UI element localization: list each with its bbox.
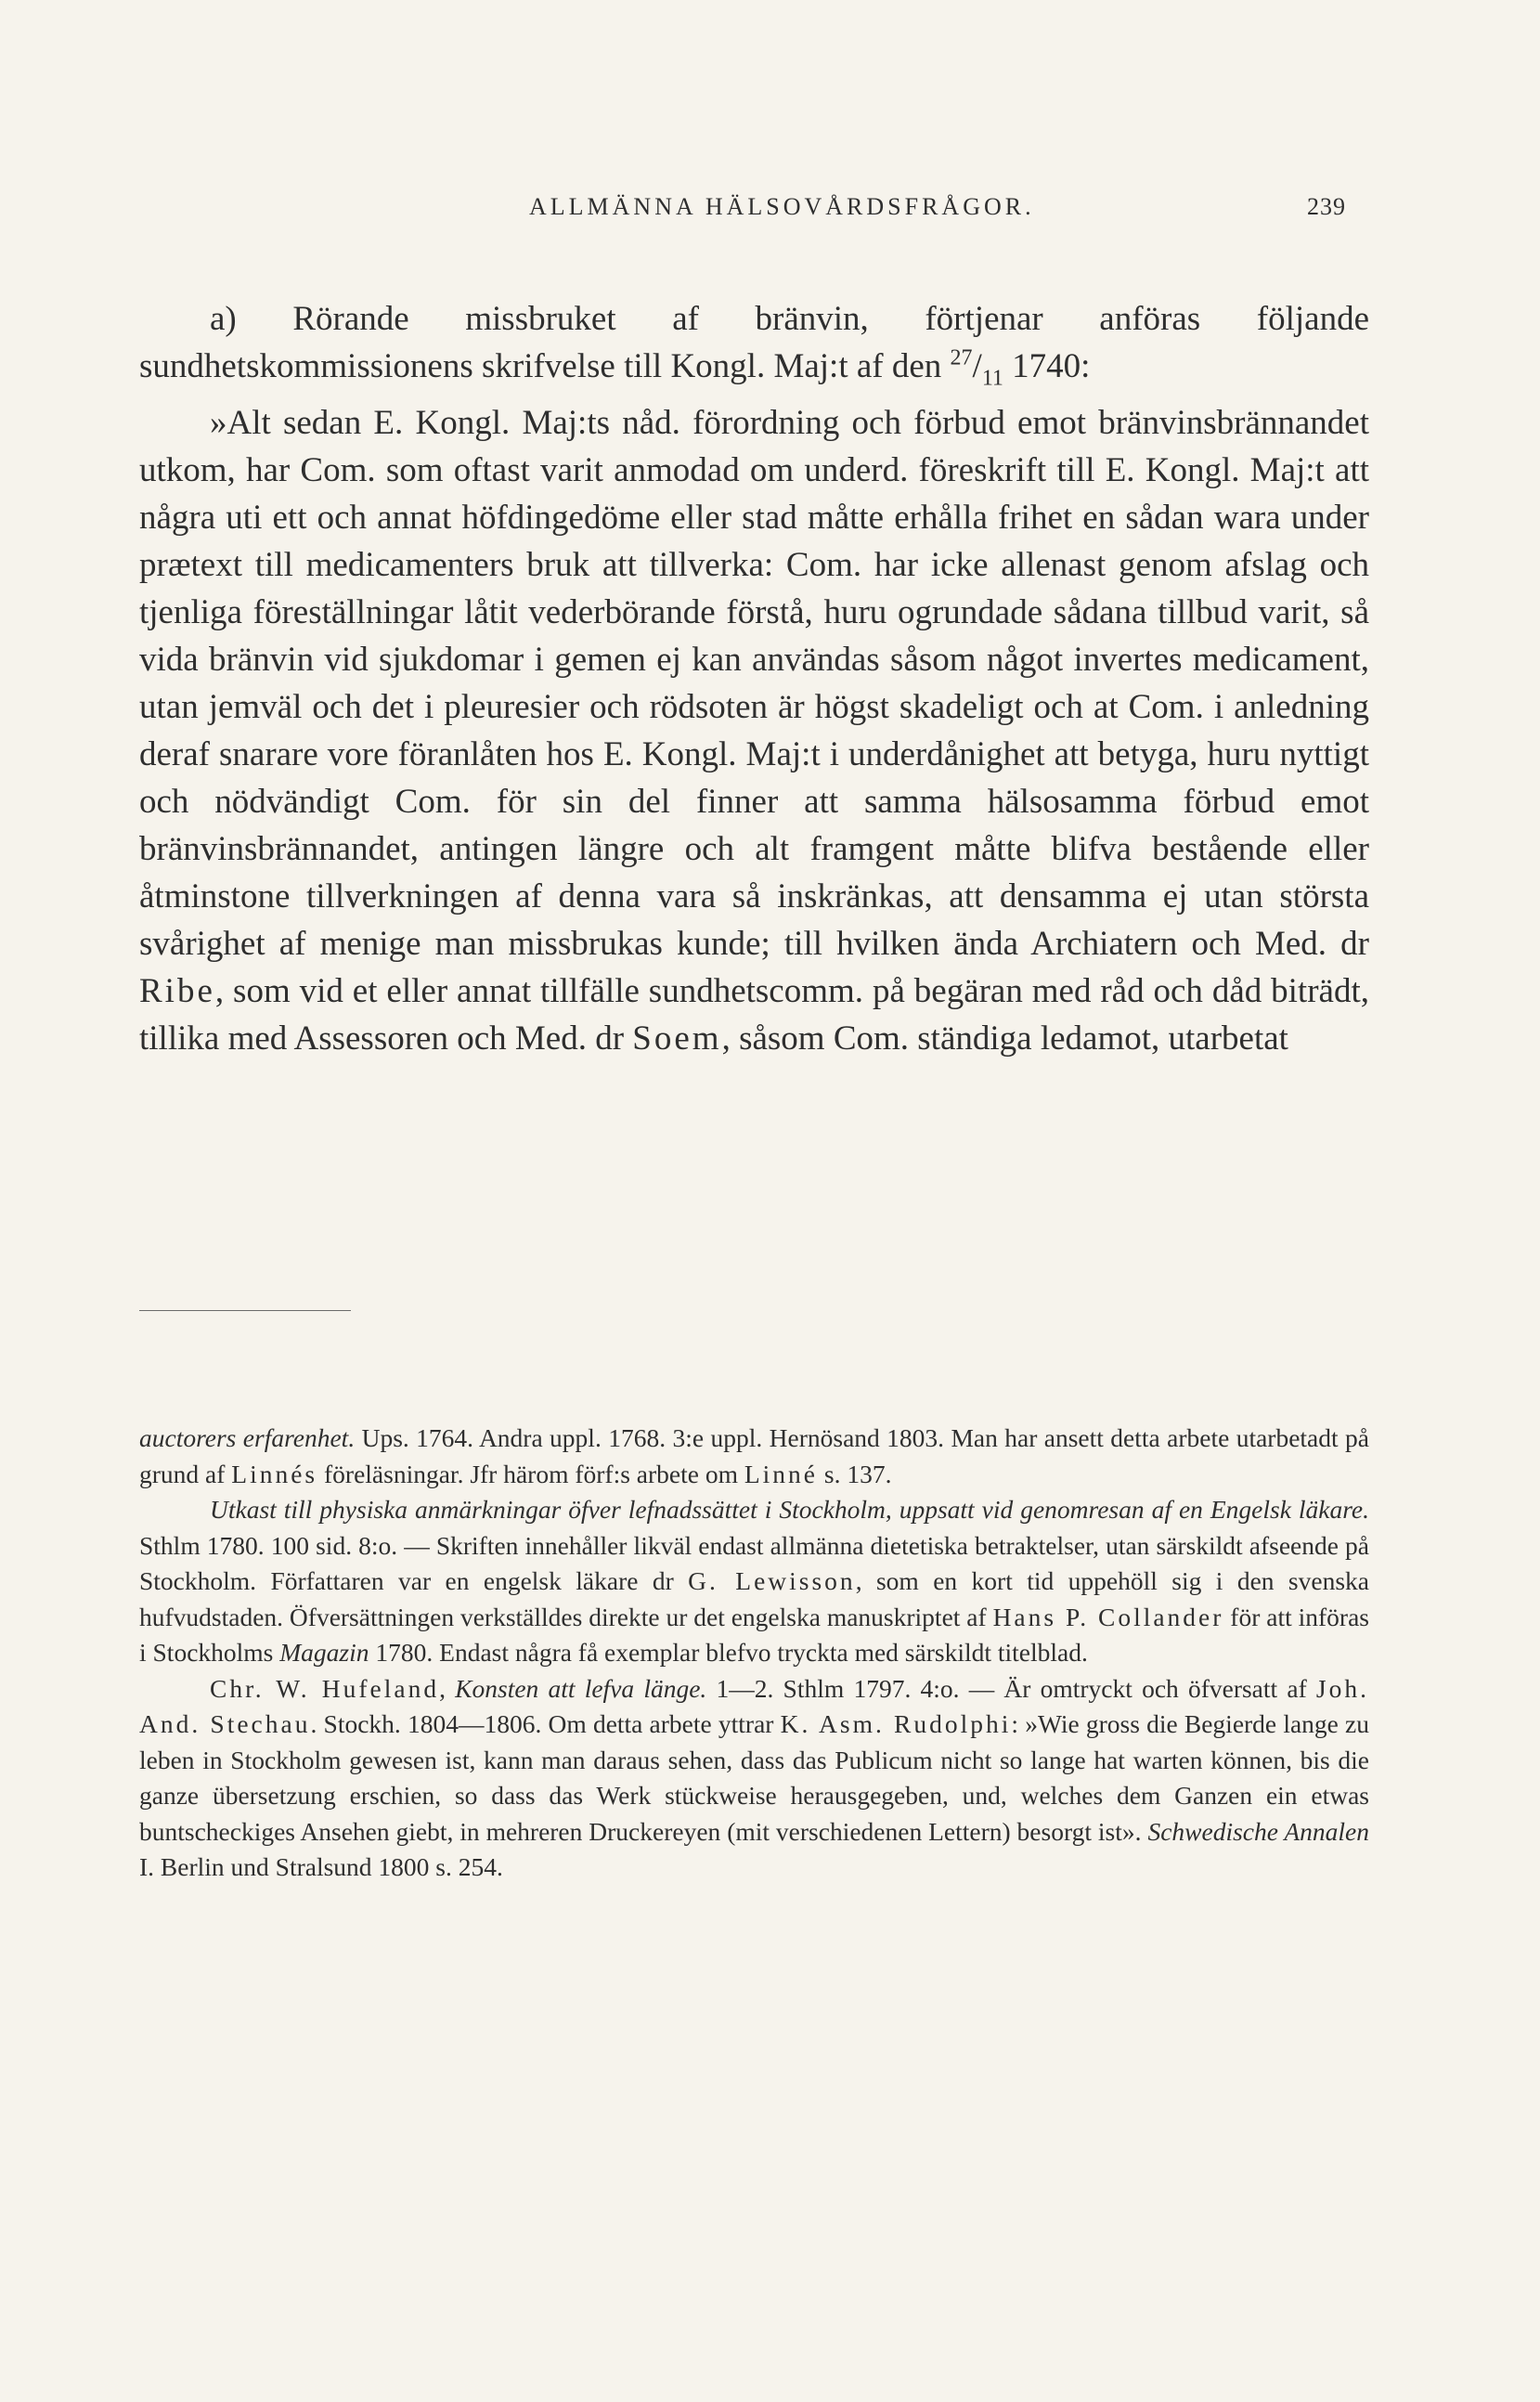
running-title: ALLMÄNNA HÄLSOVÅRDSFRÅGOR. <box>529 193 1035 220</box>
person-name: Linnés <box>231 1459 318 1488</box>
date-day: 27 <box>950 345 973 370</box>
text-run: 1740: <box>1003 347 1091 385</box>
person-name: Linné <box>744 1459 818 1488</box>
text-run: a) Rörande missbruket af bränvin, förtjenar anföras följande sundhetskommissionens skrifvelse till Kongl. Maj:t af den <box>139 300 1369 385</box>
italic-title: auctorers erfarenhet. <box>139 1423 356 1452</box>
text-run: , som en kort tid uppehöll sig i den svenska hufvudstaden. Öfversättningen verkställdes direkte ur det engelska manuskriptet af <box>139 1566 1369 1631</box>
text-run: Sthlm 1780. 100 sid. 8:o. — Skriften innehåller likväl endast allmänna dietetiska betraktelser, utan särskildt afseende på Stockholm. Författaren var en engelsk läkare dr <box>139 1530 1369 1595</box>
text-run: . Stockh. 1804—1806. Om detta arbete yttrar <box>310 1709 781 1738</box>
text-run: 1780. Endast några få exemplar blefvo tryckta med särskildt titelblad. <box>369 1638 1088 1667</box>
person-name: Chr. W. Hufeland <box>210 1673 440 1703</box>
italic-title: Utkast till physiska anmärkningar öfver lefnadssättet i Stockholm, uppsatt vid genomresan af en Engelsk läkare. <box>210 1495 1369 1524</box>
italic-title: Konsten att lefva länge. <box>455 1673 707 1703</box>
footnote-continuation <box>139 1421 1369 1492</box>
text-run: för att införas i Stockholms <box>139 1602 1369 1667</box>
italic-title: Magazin <box>279 1638 369 1667</box>
date-month: 11 <box>981 366 1003 391</box>
footnote-divider <box>139 1310 351 1311</box>
footnote-entry <box>139 1671 1369 1886</box>
text-run: s. 137. <box>818 1459 892 1488</box>
text-run: »Alt sedan E. Kongl. Maj:ts nåd. förordning och förbud emot bränvinsbrännandet utkom, har Com. som oftast varit anmodad om underd. föreskrift till E. Kongl. Maj:t att några uti ett och annat höfdingedöme eller stad måtte erhålla frihet en sådan wara under prætext till medicamenters bruk att tillverka: Com. har icke allenast genom afslag och tjenliga föreställningar låtit vederbörande förstå, huru ogrundade sådana tillbud varit, så vida bränvin vid sjukdomar i gemen ej kan användas såsom något invertes medicament, utan jemväl och det i pleuresier och rödsoten är högst skadeligt och at Com. i anledning deraf snarare vore föranlåten hos E. Kongl. Maj:t i underdånighet att betyga, huru nyttigt och nödvändigt Com. för sin del finner att samma hälsosamma förbud emot bränvinsbrännandet, antingen längre och alt framgent måtte blifva bestående eller åtminstone tillverkningen af denna vara så inskränkas, att densamma ej utan största svårighet af menige man missbrukas kunde; till hvilken ända Archiatern och Med. dr <box>139 404 1369 963</box>
text-run: Ups. 1764. Andra uppl. 1768. 3:e uppl. Hernösand 1803. Man har ansett detta arbete utarbetadt på grund af <box>139 1423 1370 1488</box>
person-name: Soem <box>632 1019 722 1058</box>
person-name: G. Lewisson <box>688 1566 856 1595</box>
footnotes <box>139 1421 1369 1886</box>
paragraph-quote <box>139 399 1369 1062</box>
text-run: 1—2. Sthlm 1797. 4:o. — Är omtryckt och öfversatt af <box>706 1673 1316 1703</box>
page-number: 239 <box>1307 193 1346 220</box>
paragraph-intro: a) Rörande missbruket af bränvin, förtjenar anföras följande sundhetskommissionens skrifvelse till Kongl. Maj:t af den $^{27}/_{11}$ 1740: <box>139 300 1369 391</box>
person-name: Ribe <box>139 972 215 1010</box>
text-run: föreläsningar. Jfr härom förf:s arbete om <box>317 1459 744 1488</box>
person-name: K. Asm. Rudolphi <box>780 1709 1012 1738</box>
text-run: , <box>439 1673 456 1703</box>
text-run: , såsom Com. ständiga ledamot, utarbetat <box>721 1019 1288 1058</box>
text-run: , som vid et eller annat tillfälle sundhetscomm. på begäran med råd och dåd biträdt, tillika med Assessoren och Med. dr <box>139 972 1369 1058</box>
main-text <box>139 295 1369 1062</box>
text-run: : »Wie gross die Begierde lange zu leben in Stockholm gewesen ist, kann man daraus sehen, dass das Publicum nicht so lange hat warten können, bis die ganze übersetzung erschien, so dass das Werk stückweise herausgegeben, und, welches dem Ganzen ein etwas buntscheckiges Ansehen giebt, in mehreren Druckereyen (mit verschiedenen Lettern) besorgt ist». <box>139 1709 1369 1846</box>
person-name: Joh. And. Stechau <box>139 1673 1369 1738</box>
person-name: Hans P. Collander <box>992 1602 1224 1631</box>
italic-title: Schwedische Annalen <box>1147 1816 1369 1846</box>
text-run: I. Berlin und Stralsund 1800 s. 254. <box>139 1852 503 1881</box>
footnote-entry <box>139 1492 1369 1671</box>
